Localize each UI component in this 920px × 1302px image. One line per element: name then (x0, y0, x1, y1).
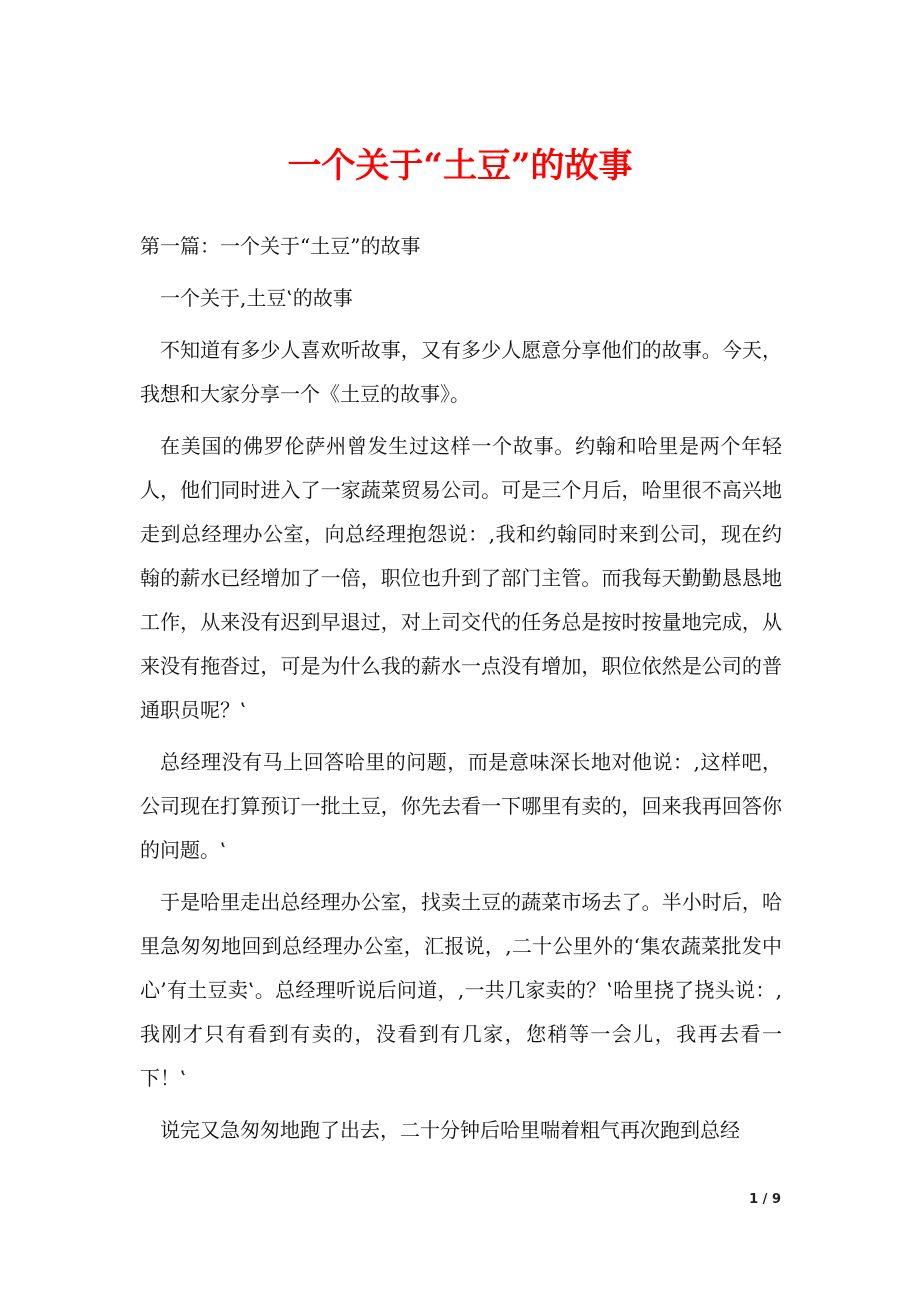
section-heading: 第一篇：一个关于“土豆”的故事 (140, 234, 421, 258)
body-paragraph: 总经理没有马上回答哈里的问题，而是意味深长地对他说：,这样吧，公司现在打算预订一批土豆，你先去看一下哪里有卖的，回来我再回答你的问题。‛ (140, 750, 782, 862)
subtitle-paragraph: 一个关于,土豆‛的故事 (160, 286, 353, 310)
page-title: 一个关于“土豆”的故事 (287, 146, 633, 186)
body-paragraph: 于是哈里走出总经理办公室，找卖土豆的蔬菜市场去了。半小时后，哈里急匆匆地回到总经理办公室，汇报说，,二十公里外的‘集农蔬菜批发中心’有土豆卖‛。总经理听说后问道，,一共几家卖的？‛哈里挠了挠头说：,我刚才只有看到有卖的，没看到有几家，您稍等一会儿，我再去看一下！‛ (140, 890, 782, 1090)
body-paragraph: 不知道有多少人喜欢听故事，又有多少人愿意分享他们的故事。今天，我想和大家分享一个《土豆的故事》。 (140, 338, 782, 406)
page-number: 1 / 9 (749, 1192, 781, 1207)
body-paragraph: 说完又急匆匆地跑了出去，二十分钟后哈里喘着粗气再次跑到总经 (160, 1118, 740, 1142)
document-body (140, 224, 782, 1160)
body-paragraph: 在美国的佛罗伦萨州曾发生过这样一个故事。约翰和哈里是两个年轻人，他们同时进入了一家蔬菜贸易公司。可是三个月后，哈里很不高兴地走到总经理办公室，向总经理抱怨说：,我和约翰同时来到公司，现在约翰的薪水已经增加了一倍，职位也升到了部门主管。而我每天勤勤恳恳地工作，从来没有迟到早退过，对上司交代的任务总是按时按量地完成，从来没有拖沓过，可是为什么我的薪水一点没有增加，职位依然是公司的普通职员呢？‛ (140, 434, 782, 722)
